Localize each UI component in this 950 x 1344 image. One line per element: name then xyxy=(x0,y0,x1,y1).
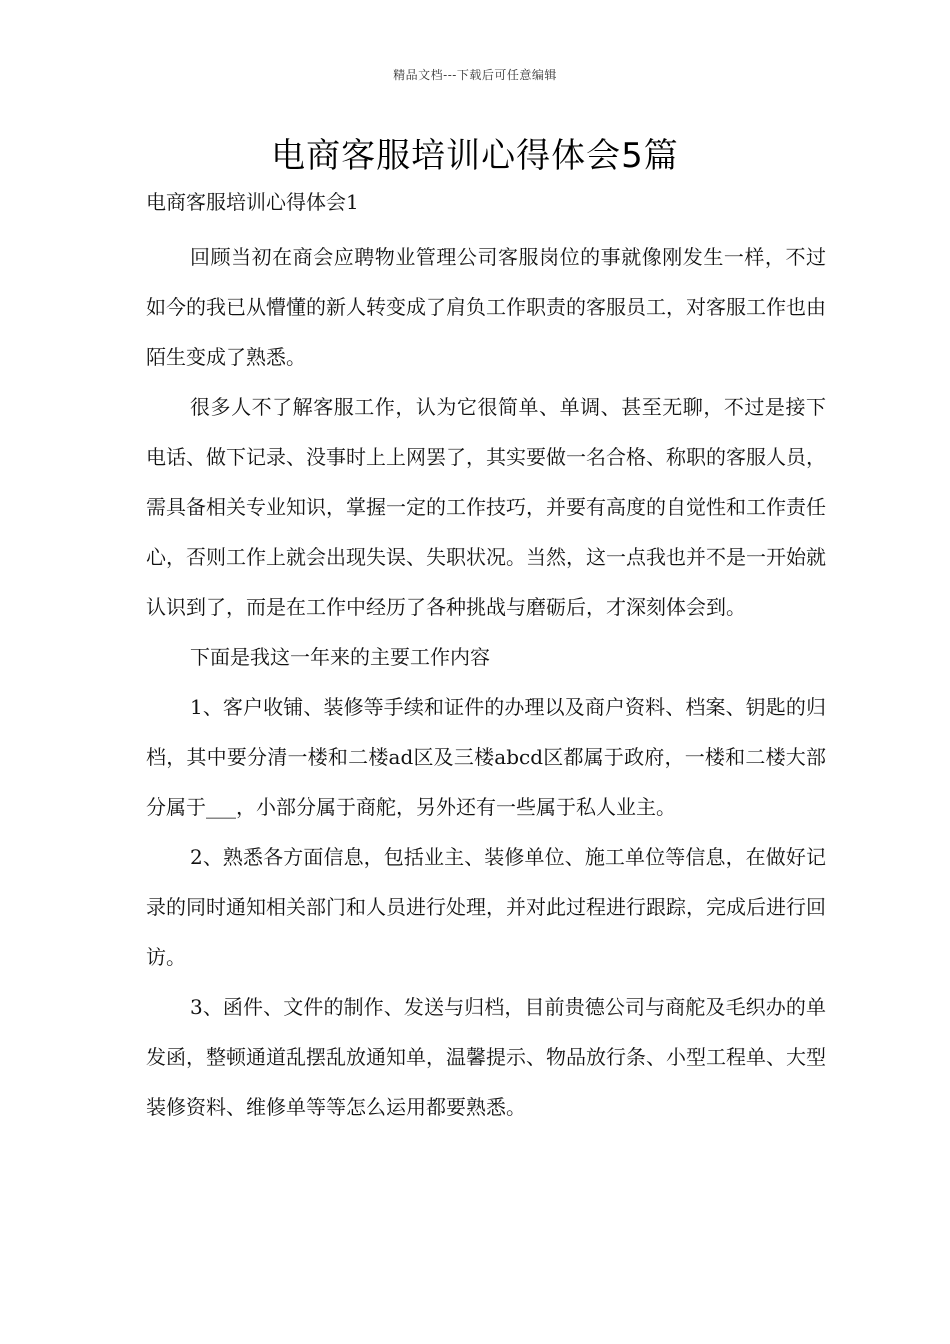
section-subtitle: 电商客服培训心得体会1 xyxy=(146,190,359,214)
paragraph-item-3: 3、函件、文件的制作、发送与归档，目前贵德公司与商舵及毛织办的单发函，整顿通道乱摆乱放通知单，温馨提示、物品放行条、小型工程单、大型装修资料、维修单等等怎么运用都要熟悉。 xyxy=(146,995,826,1119)
document-title: 电商客服培训心得体会5篇 xyxy=(271,136,679,176)
document-body xyxy=(146,184,826,1132)
paragraph-work-understanding: 很多人不了解客服工作，认为它很简单、单调、甚至无聊，不过是接下电话、做下记录、没事时上上网罢了，其实要做一名合格、称职的客服人员，需具备相关专业知识，掌握一定的工作技巧，并要有高度的自觉性和工作责任心，否则工作上就会出现失误、失职状况。当然，这一点我也并不是一开始就认识到了，而是在工作中经历了各种挑战与磨砺后，才深刻体会到。 xyxy=(146,395,826,619)
header-note: 精品文档---下载后可任意编辑 xyxy=(393,68,557,82)
spacer xyxy=(146,220,826,232)
paragraph-work-content-heading: 下面是我这一年来的主要工作内容 xyxy=(190,645,490,669)
paragraph-item-2: 2、熟悉各方面信息，包括业主、装修单位、施工单位等信息，在做好记录的同时通知相关部门和人员进行处理，并对此过程进行跟踪，完成后进行回访。 xyxy=(146,845,826,969)
paragraph-item-1: 1、客户收铺、装修等手续和证件的办理以及商户资料、档案、钥匙的归档，其中要分清一楼和二楼ad区及三楼abcd区都属于政府，一楼和二楼大部分属于___，小部分属于商舵，另外还有一些属于私人业主。 xyxy=(146,695,826,819)
paragraph-intro: 回顾当初在商会应聘物业管理公司客服岗位的事就像刚发生一样，不过如今的我已从懵懂的新人转变成了肩负工作职责的客服员工，对客服工作也由陌生变成了熟悉。 xyxy=(146,245,826,369)
